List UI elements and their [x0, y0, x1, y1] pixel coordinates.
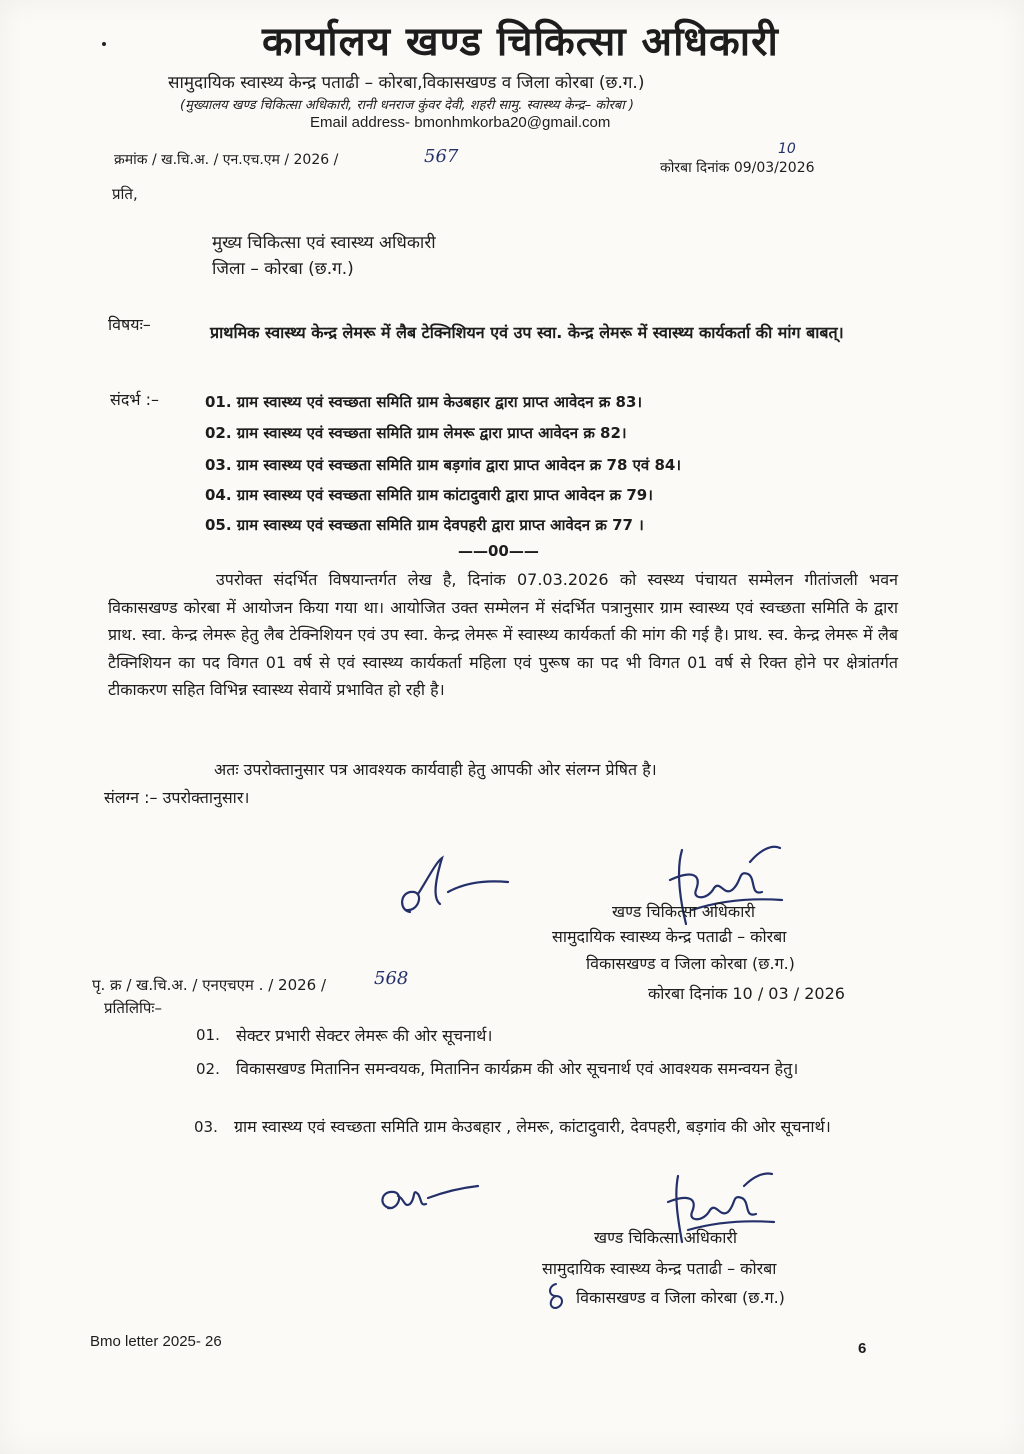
closing-paragraph: अतः उपरोक्तानुसार पत्र आवश्यक कार्यवाही हेतु आपकी ओर संलग्न प्रेषित है।	[214, 760, 657, 779]
copy-item-number: 03.	[194, 1118, 218, 1136]
letter-reference-number: क्रमांक / ख.चि.अ. / एन.एच.एम / 2026 /	[114, 152, 339, 168]
subject-label: विषयः–	[108, 315, 151, 334]
signatory-designation: खण्ड चिकित्सा अधिकारी	[594, 1228, 738, 1247]
page-number: 6	[858, 1340, 867, 1357]
subject-text: प्राथमिक स्वास्थ्य केन्द्र लेमरू में लैब टेक्निशियन एवं उप स्वा. केन्द्र लेमरू में स्वास्थ्य कार्यकर्ता की मांग बाबत्।	[210, 323, 844, 342]
copy-reference-number: पृ. क्र / ख.चि.अ. / एनएचएम . / 2026 /	[92, 976, 327, 994]
enclosure-line: संलग्न :– उपरोक्तानुसार।	[104, 788, 250, 807]
to-label: प्रति,	[112, 185, 138, 203]
signatory-office: सामुदायिक स्वास्थ्य केन्द्र पताढी – कोरबा	[552, 927, 787, 946]
office-title: कार्यालय खण्ड चिकित्सा अधिकारी	[262, 19, 779, 65]
handwritten-initials	[396, 852, 516, 932]
addressee-district: जिला – कोरबा (छ.ग.)	[212, 259, 354, 279]
headquarters-line: (मुख्यालय खण्ड चिकित्सा अधिकारी, रानी धनराज कुंवर देवी, शहरी सामु. स्वास्थ्य केन्द्र– कोरबा )	[180, 98, 634, 113]
handwritten-mark	[544, 1282, 568, 1310]
copy-to-label: प्रतिलिपिः–	[104, 999, 162, 1017]
footer-label: Bmo letter 2025- 26	[90, 1333, 222, 1350]
page-speck	[102, 42, 106, 46]
body-paragraph-text: उपरोक्त संदर्भित विषयान्तर्गत लेख है, दिनांक 07.03.2026 को स्वस्थ्य पंचायत सम्मेलन गीतांजली भवन विकासखण्ड कोरबा में आयोजन किया गया था। आयोजित उक्त सम्मेलन में संदर्भित पत्रानुसार ग्राम स्वास्थ्य एवं स्वच्छता समिति के द्वारा प्राथ. स्वा. केन्द्र लेमरू हेतु लैब टेक्निशियन एवं उप स्वा. केन्द्र लेमरू में स्वास्थ्य कार्यकर्ता की मांग की गई है। प्राथ. स्व. केन्द्र लेमरू में लैब टैक्निशियन का पद विगत 01 वर्ष से एवं स्वास्थ्य कार्यकर्ता महिला एवं पुरूष का पद भी विगत 01 वर्ष से रिक्त होने पर क्षेत्रांतर्गत टीकाकरण सहित विभिन्न स्वास्थ्य सेवायें प्रभावित हो रही है।	[108, 570, 898, 699]
copy-item-number: 01.	[196, 1026, 220, 1044]
signatory-district: विकासखण्ड व जिला कोरबा (छ.ग.)	[576, 1288, 785, 1307]
signatory-designation: खण्ड चिकित्सा अधिकारी	[612, 902, 756, 921]
handwritten-initials	[374, 1174, 484, 1224]
copy-item-text: ग्राम स्वास्थ्य एवं स्वच्छता समिति ग्राम केउबहार , लेमरू, कांटादुवारी, देवपहरी, बड़गांव की ओर सूचनार्थ।	[234, 1117, 831, 1136]
handwritten-copy-number: 568	[374, 968, 409, 989]
handwritten-reference-number: 567	[424, 146, 459, 167]
references-label: संदर्भ :–	[110, 390, 160, 409]
reference-item: 04. ग्राम स्वास्थ्य एवं स्वच्छता समिति ग्राम कांटादुवारी द्वारा प्राप्त आवेदन क्र 79।	[205, 486, 653, 504]
body-paragraph	[108, 566, 898, 704]
reference-item: 02. ग्राम स्वास्थ्य एवं स्वच्छता समिति ग्राम लेमरू द्वारा प्राप्त आवेदन क्र 82।	[205, 424, 627, 442]
office-subtitle: सामुदायिक स्वास्थ्य केन्द्र पताढी – कोरबा,विकासखण्ड व जिला कोरबा (छ.ग.)	[168, 73, 645, 93]
reference-item: 01. ग्राम स्वास्थ्य एवं स्वच्छता समिति ग्राम केउबहार द्वारा प्राप्त आवेदन क्र 83।	[205, 393, 643, 411]
signatory-district: विकासखण्ड व जिला कोरबा (छ.ग.)	[586, 954, 795, 973]
copy-item-text: विकासखण्ड मितानिन समन्वयक, मितानिन कार्यक्रम की ओर सूचनार्थ एवं आवश्यक समन्वयन हेतु।	[236, 1059, 799, 1078]
letter-date: कोरबा दिनांक 09/03/2026	[660, 160, 815, 176]
copy-item-text: सेक्टर प्रभारी सेक्टर लेमरू की ओर सूचनार्थ।	[236, 1026, 493, 1045]
handwritten-date-correction: 10	[778, 141, 796, 157]
addressee-title: मुख्य चिकित्सा एवं स्वास्थ्य अधिकारी	[212, 233, 436, 253]
signatory-office: सामुदायिक स्वास्थ्य केन्द्र पताढी – कोरबा	[542, 1259, 777, 1278]
section-divider: ——00——	[458, 542, 539, 560]
reference-item: 05. ग्राम स्वास्थ्य एवं स्वच्छता समिति ग्राम देवपहरी द्वारा प्राप्त आवेदन क्र 77 ।	[205, 516, 644, 534]
copy-date: कोरबा दिनांक 10 / 03 / 2026	[648, 984, 845, 1003]
reference-item: 03. ग्राम स्वास्थ्य एवं स्वच्छता समिति ग्राम बड़गांव द्वारा प्राप्त आवेदन क्र 78 एवं 84।	[205, 456, 682, 474]
email-address: Email address- bmonhmkorba20@gmail.com	[310, 114, 611, 131]
copy-item-number: 02.	[196, 1060, 220, 1078]
